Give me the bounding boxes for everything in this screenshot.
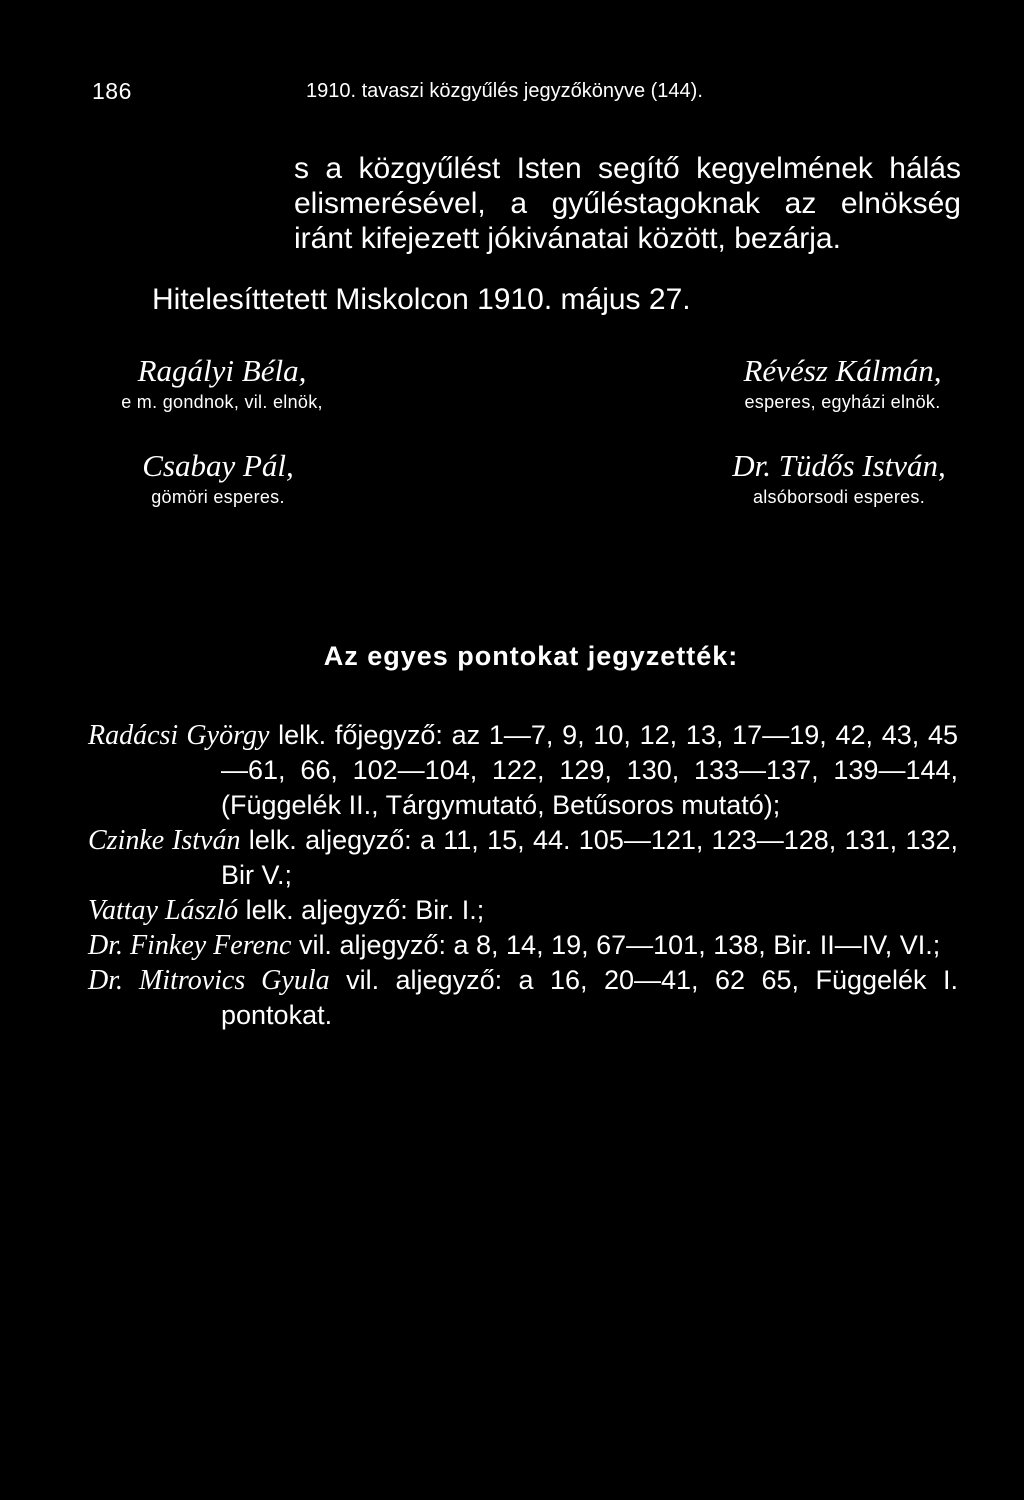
list-item (88, 928, 958, 963)
note-taker-details: vil. aljegyző: a 16, 20—41, 62 65, Függelék I. pontokat. (221, 965, 958, 1030)
note-taker-name: Dr. Finkey Ferenc (88, 930, 292, 961)
note-taker-details: vil. aljegyző: a 8, 14, 19, 67—101, 138, Bir. II—IV, VI.; (291, 930, 941, 960)
page-number: 186 (92, 78, 132, 104)
signatory-role: e m. gondnok, vil. elnök, (121, 392, 323, 412)
signatory-role: gömöri esperes. (151, 487, 285, 507)
note-taker-name: Vattay László (88, 895, 239, 926)
list-item (88, 893, 958, 928)
note-taker-list (88, 718, 958, 1033)
list-item (88, 823, 958, 893)
note-taker-name: Radácsi György (88, 720, 270, 751)
note-taker-details: lelk. aljegyző: Bir. I.; (238, 895, 485, 925)
list-item (88, 963, 958, 1033)
signatory-csabay (98, 448, 338, 510)
list-item (88, 718, 958, 823)
signatory-revesz (690, 353, 995, 415)
signatory-role: esperes, egyházi elnök. (744, 392, 941, 412)
signatory-ragalyi (82, 353, 362, 415)
note-taker-details: lelk. aljegyző: a 11, 15, 44. 105—121, 123—128, 131, 132, Bir V.; (221, 825, 958, 890)
note-taker-details: lelk. főjegyző: az 1—7, 9, 10, 12, 13, 17—19, 42, 43, 45—61, 66, 102—104, 122, 129, 130, 133—137, 139—144, (Függelék II., Tárgymutató, Betűsoros mutató); (221, 720, 959, 820)
signatory-name: Ragályi Béla, (137, 353, 307, 388)
signatory-name: Révész Kálmán, (743, 353, 942, 388)
signatory-name: Dr. Tüdős István, (732, 448, 946, 483)
note-taker-name: Czinke István (88, 825, 241, 856)
section-heading: Az egyes pontokat jegyzették: (323, 641, 739, 671)
authentication-line: Hitelesíttetett Miskolcon 1910. május 27. (152, 283, 691, 316)
closing-paragraph: s a közgyűlést Isten segítő kegyelmének hálás elismerésével, a gyűléstagoknak az elnökség iránt kifejezett jókivánatai között, bezárja. (294, 152, 961, 255)
signatory-tudos (683, 448, 995, 510)
signatory-role: alsóborsodi esperes. (752, 487, 926, 507)
note-taker-name: Dr. Mitrovics Gyula (88, 965, 330, 996)
page-header (88, 78, 958, 108)
running-head: 1910. tavaszi közgyűlés jegyzőkönyve (144). (306, 80, 703, 102)
signatory-name: Csabay Pál, (142, 448, 294, 483)
